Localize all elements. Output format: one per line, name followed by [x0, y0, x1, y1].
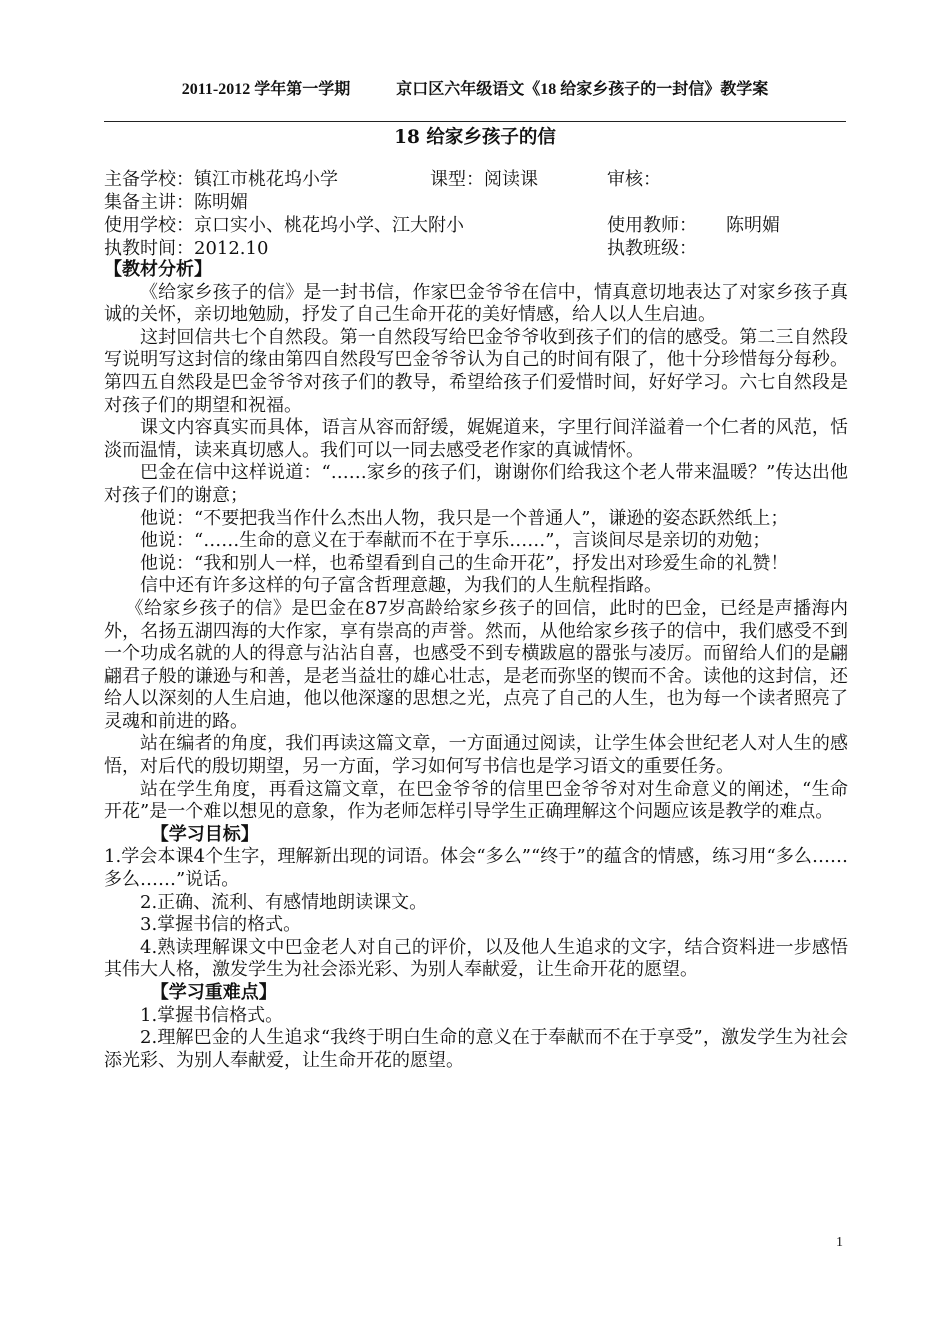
- paragraph: 他说：“……生命的意义在于奉献而不在于享乐……”，言谈间尽是亲切的劝勉；: [140, 530, 771, 552]
- document-body: [104, 259, 848, 1072]
- paragraph: 站在学生角度，再看这篇文章，在巴金爷爷的信里巴金爷爷对对生命意义的阐述，“生命开花”是一个难以想见的意象，作为老师怎样引导学生正确理解这个问题应该是教学的难点。: [104, 778, 848, 823]
- goal-item: 3.掌握书信的格式。: [140, 914, 302, 936]
- meta-row-3: [104, 214, 846, 237]
- section-heading-analysis: 【教材分析】: [104, 259, 212, 280]
- goal-item: 1.学会本课4个生字，理解新出现的词语。体会“多么”“终于”的蕴含的情感，练习用“多么……多么……”说话。: [104, 846, 848, 891]
- meta-teacher-label: 使用教师：: [607, 215, 697, 236]
- paragraph: 他说：“我和别人一样，也希望看到自己的生命开花”，抒发出对珍爱生命的礼赞！: [140, 552, 789, 574]
- header-term: 2011-2012 学年第一学期: [181, 81, 351, 98]
- paragraph: 信中还有许多这样的句子富含哲理意趣，为我们的人生航程指路。: [140, 575, 662, 597]
- meta-school: 主备学校：镇江市桃花坞小学: [104, 169, 338, 190]
- meta-block: [104, 168, 846, 260]
- section-heading-key: 【学习重难点】: [150, 982, 277, 1003]
- section-heading-goals: 【学习目标】: [150, 823, 259, 845]
- meta-type: 课型：阅读课: [430, 169, 538, 190]
- paragraph: 课文内容真实而具体，语言从容而舒缓，娓娓道来，字里行间洋溢着一个仁者的风范，恬淡而温情，读来真切感人。我们可以一同去感受老作家的真诚情怀。: [104, 417, 848, 461]
- paragraph: 这封回信共七个自然段。第一自然段写给巴金爷爷收到孩子们的信的感受。第二三自然段写说明写这封信的缘由第四自然段写巴金爷爷认为自己的时间有限了，他十分珍惜每分每秒。第四五自然段是巴金爷爷对孩子们的教导，希望给孩子们爱惜时间，好好学习。六七自然段是对孩子们的期望和祝福。: [104, 326, 848, 416]
- key-item: 1.掌握书信格式。: [140, 1004, 284, 1026]
- meta-row-4: [104, 237, 846, 260]
- page-header: [104, 76, 846, 99]
- key-item: 2.理解巴金的人生追求“我终于明白生命的意义在于奉献而不在于享受”，激发学生为社会添光彩、为别人奉献爱，让生命开花的愿望。: [104, 1027, 848, 1071]
- meta-class: 执教班级：: [607, 238, 697, 259]
- page-number: 1: [836, 1235, 843, 1250]
- paragraph: 他说：“不要把我当作什么杰出人物，我只是一个普通人”，谦逊的姿态跃然纸上；: [140, 507, 789, 529]
- meta-use-school: 使用学校：京口实小、桃花坞小学、江大附小: [104, 215, 464, 236]
- document-title: 18 给家乡孩子的信: [394, 127, 556, 148]
- paragraph: 《给家乡孩子的信》是巴金在87岁高龄给家乡孩子的回信，此时的巴金，已经是声播海内外，名扬五湖四海的大作家，享有崇高的声誉。然而，从他给家乡孩子的信中，我们感受不到一个功成名就的人的得意与沾沾自喜，也感受不到专横跋扈的嚣张与凌厉。而留给人们的是翩翩君子般的谦逊与和善，是老当益壮的雄心壮志，是老而弥坚的锲而不舍。读他的这封信，还给人以深刻的人生启迪，他以他深邃的思想之光，点亮了自己的人生，也为每一个读者照亮了灵魂和前进的路。: [104, 597, 848, 732]
- meta-row-2: [104, 191, 846, 214]
- paragraph: 《给家乡孩子的信》是一封书信，作家巴金爷爷在信中，情真意切地表达了对家乡孩子真诚的关怀，亲切地勉励，抒发了自己生命开花的美好情感，给人以人生启迪。: [104, 281, 848, 326]
- goal-item: 2.正确、流利、有感情地朗读课文。: [140, 891, 428, 913]
- meta-review: 审核：: [607, 169, 661, 190]
- goal-item: 4.熟读理解课文中巴金老人对自己的评价，以及他人生追求的文字，结合资料进一步感悟其伟大人格，激发学生为社会添光彩、为别人奉献爱，让生命开花的愿望。: [104, 936, 848, 981]
- meta-time: 执教时间：2012.10: [104, 238, 269, 259]
- paragraph: 巴金在信中这样说道：“……家乡的孩子们，谢谢你们给我这个老人带来温暖？”传达出他对孩子们的谢意；: [104, 462, 848, 506]
- header-course: 京口区六年级语文《18 给家乡孩子的一封信》教学案: [396, 81, 769, 98]
- meta-speaker: 集备主讲：陈明媚: [104, 192, 248, 213]
- meta-teacher-value: 陈明媚: [726, 215, 780, 236]
- paragraph: 站在编者的角度，我们再读这篇文章，一方面通过阅读，让学生体会世纪老人对人生的感悟，对后代的殷切期望，另一方面，学习如何写书信也是学习语文的重要任务。: [104, 733, 848, 778]
- header-rule: [104, 121, 846, 122]
- meta-row-1: [104, 168, 846, 191]
